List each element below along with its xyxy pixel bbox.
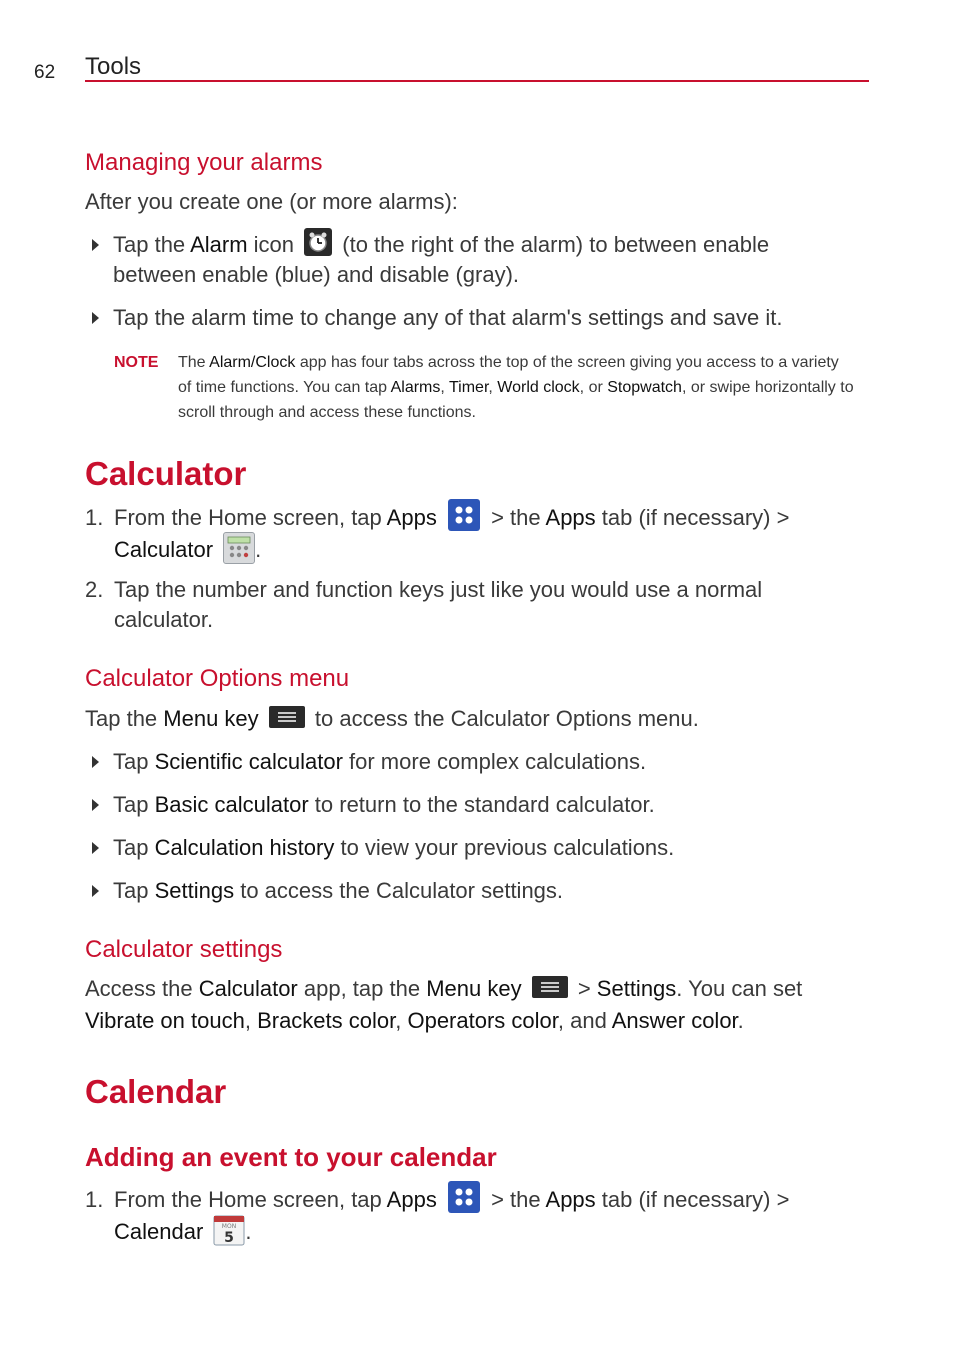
menu-key-icon: [269, 706, 305, 728]
alarms-intro: After you create one (or more alarms):: [85, 189, 458, 214]
text: Tap the: [113, 232, 191, 257]
settings-paragraph-line2: Vibrate on touch, Brackets color, Operators color, and Answer color.: [85, 1008, 744, 1033]
calendar-label: Calendar: [114, 1219, 204, 1245]
list-item: 1. From the Home screen, tap Apps > the Apps tab (if necessary) > Calendar MON 5 .: [85, 1185, 789, 1249]
text: Tap the number and function keys just like you would use a normal: [114, 577, 763, 602]
section-title-calendar: Calendar: [85, 1073, 227, 1110]
alarm-clock-icon: [304, 228, 332, 256]
bullet-arrow-icon: [92, 885, 99, 897]
list-item: Tap Settings to access the Calculator settings.: [92, 876, 563, 906]
section-heading-options: Calculator Options menu: [85, 665, 350, 692]
bullet-arrow-icon: [92, 312, 99, 324]
list-item: 1. From the Home screen, tap Apps > the Apps tab (if necessary) > Calculator .: [85, 503, 789, 567]
header-rule: [85, 80, 869, 82]
calculator-label: Calculator: [114, 537, 214, 563]
section-heading-settings: Calculator settings: [85, 936, 283, 963]
text: (to the right of the alarm) to between enable: [336, 232, 770, 257]
options-intro: Tap the Menu key to access the Calculator Options menu.: [85, 706, 699, 731]
text: icon: [247, 232, 295, 257]
section-title-calculator: Calculator: [85, 455, 247, 492]
note-text: The Alarm/Clock app has four tabs across the top of the screen giving you access to a variety of time functions. You can tap Alarms, Timer, World clock, or Stopwatch, or swipe horizontally to scroll through and access these functions.: [178, 354, 854, 421]
list-item: Tap Basic calculator to return to the standard calculator.: [92, 790, 655, 820]
note-label: NOTE: [114, 354, 159, 371]
calendar-icon: [213, 1214, 245, 1246]
settings-paragraph-line1: Access the Calculator app, tap the Menu key > Settings. You can set: [85, 976, 803, 1001]
chapter-title: Tools: [85, 53, 142, 80]
bold-text: Alarm: [190, 232, 248, 257]
step-number: 1.: [85, 1187, 104, 1212]
calculator-icon: [223, 532, 255, 564]
text: between enable (blue) and disable (gray).: [113, 262, 520, 288]
bullet-arrow-icon: [92, 756, 99, 768]
calendar-icon-date: 5: [224, 1230, 235, 1247]
calendar-icon-day: MON: [222, 1223, 237, 1231]
note-box: [114, 350, 854, 425]
list-item: [85, 575, 762, 635]
list-item: [92, 230, 769, 290]
bullet-arrow-icon: [92, 799, 99, 811]
list-item: Tap Calculation history to view your previous calculations.: [92, 833, 674, 863]
apps-icon: [448, 1181, 480, 1213]
step-number: 2.: [85, 577, 104, 602]
menu-key-icon: [532, 976, 568, 998]
text: calculator.: [114, 607, 214, 632]
page-number: 62: [34, 62, 56, 83]
step-number: 1.: [85, 505, 104, 530]
section-heading-add-event: Adding an event to your calendar: [85, 1142, 497, 1172]
bullet-arrow-icon: [92, 239, 99, 251]
text: Tap the alarm time to change any of that alarm's settings and save it.: [113, 305, 783, 330]
list-item: Tap Scientific calculator for more complex calculations.: [92, 747, 646, 777]
section-heading-alarms: Managing your alarms: [85, 149, 323, 176]
list-item: [92, 303, 782, 333]
bullet-arrow-icon: [92, 842, 99, 854]
apps-icon: [448, 499, 480, 531]
